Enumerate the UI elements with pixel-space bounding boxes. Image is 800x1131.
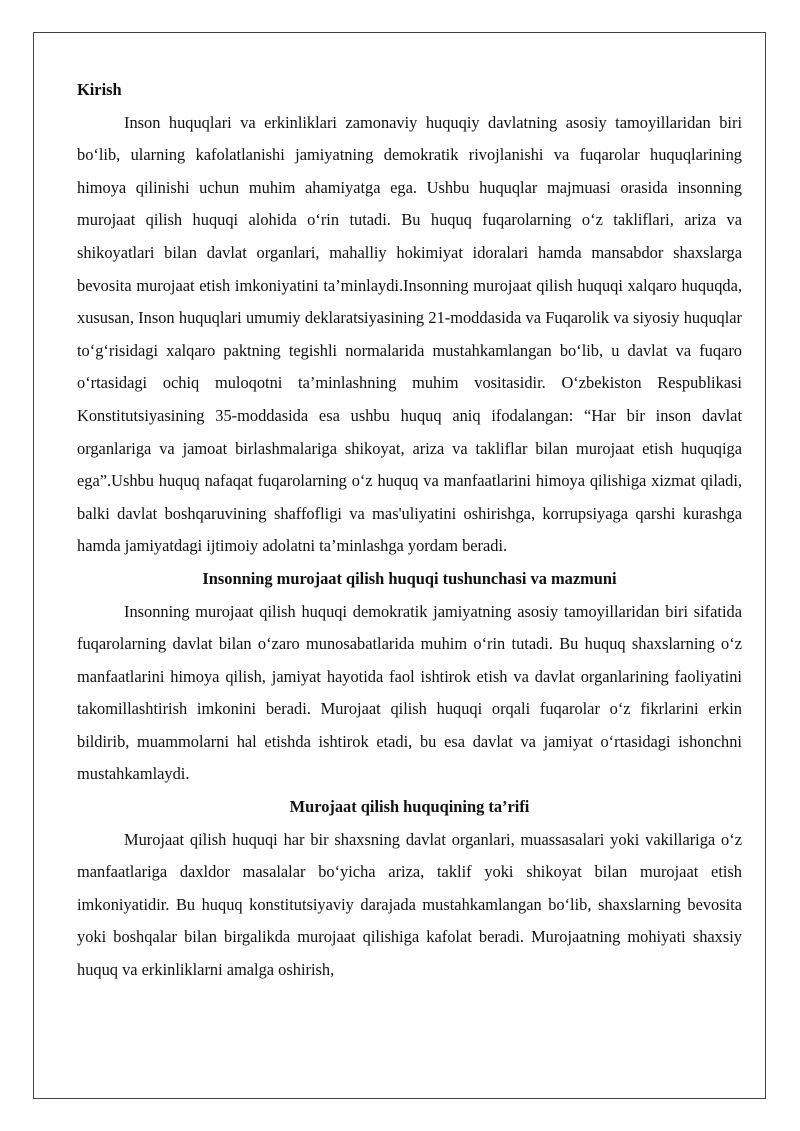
document-body	[77, 74, 742, 987]
intro-heading: Kirish	[77, 80, 122, 99]
paragraph-concept: Insonning murojaat qilish huquqi demokratik jamiyatning asosiy tamoyillaridan biri sifatida fuqarolarning davlat bilan o‘zaro munosabatlarida muhim o‘rin tutadi. Bu huquq shaxslarning o‘z manfaatlarini himoya qilish, jamiyat hayotida faol ishtirok etish va davlat organlarining faoliyatini takomillashtirish imkonini beradi. Murojaat qilish huquqi orqali fuqarolar o‘z fikrlarini erkin bildirib, muammolarni hal etishda ishtirok etadi, bu esa davlat va jamiyat o‘rtasidagi ishonchni mustahkamlaydi.	[77, 601, 742, 784]
section-heading-concept: Insonning murojaat qilish huquqi tushunchasi va mazmuni	[202, 568, 617, 588]
paragraph-intro: Inson huquqlari va erkinliklari zamonaviy huquqiy davlatning asosiy tamoyillaridan biri bo‘lib, ularning kafolatlanishi jamiyatning demokratik rivojlanishi va fuqarolar huquqlarining himoya qilinishi uchun muhim ahamiyatga ega. Ushbu huquqlar majmuasi orasida insonning murojaat qilish huquqi alohida o‘rin tutadi. Bu huquq fuqarolarning o‘z takliflari, ariza va shikoyatlari bilan davlat organlari, mahalliy hokimiyat idoralari hamda mansabdor shaxslarga bevosita murojaat etish imkoniyatini ta’minlaydi.Insonning murojaat qilish huquqi xalqaro huquqda, xususan, Inson huquqlari umumiy deklaratsiyasining 21-moddasida va Fuqarolik va siyosiy huquqlar to‘g‘risidagi xalqaro paktning tegishli normalarida mustahkamlangan bo‘lib, u davlat va fuqaro o‘rtasidagi ochiq muloqotni ta’minlashning muhim vositasidir. O‘zbekiston Respublikasi Konstitutsiyasining 35-moddasida esa ushbu huquq aniq ifodalangan: “Har bir inson davlat organlariga va jamoat birlashmalariga shikoyat, ariza va takliflar bilan murojaat etish huquqiga ega”.Ushbu huquq nafaqat fuqarolarning o‘z huquq va manfaatlarini himoya qilishiga xizmat qiladi, balki davlat boshqaruvining shaffofligi va mas'uliyatini oshirishga, korrupsiyaga qarshi kurashga hamda jamiyatdagi ijtimoiy adolatni ta’minlashga yordam beradi.	[77, 112, 742, 556]
paragraph-definition: Murojaat qilish huquqi har bir shaxsning davlat organlari, muassasalari yoki vakillariga o‘z manfaatlariga daxldor masalalar bo‘yicha ariza, taklif yoki shikoyat bilan murojaat etish imkoniyatidir. Bu huquq konstitutsiyaviy darajada mustahkamlangan bo‘lib, shaxslarning bevosita yoki boshqalar bilan birgalikda murojaat qilishiga kafolat beradi. Murojaatning mohiyati shaxsiy huquq va erkinliklarni amalga oshirish,	[77, 829, 742, 980]
section-heading-definition: Murojaat qilish huquqining ta’rifi	[289, 797, 530, 817]
